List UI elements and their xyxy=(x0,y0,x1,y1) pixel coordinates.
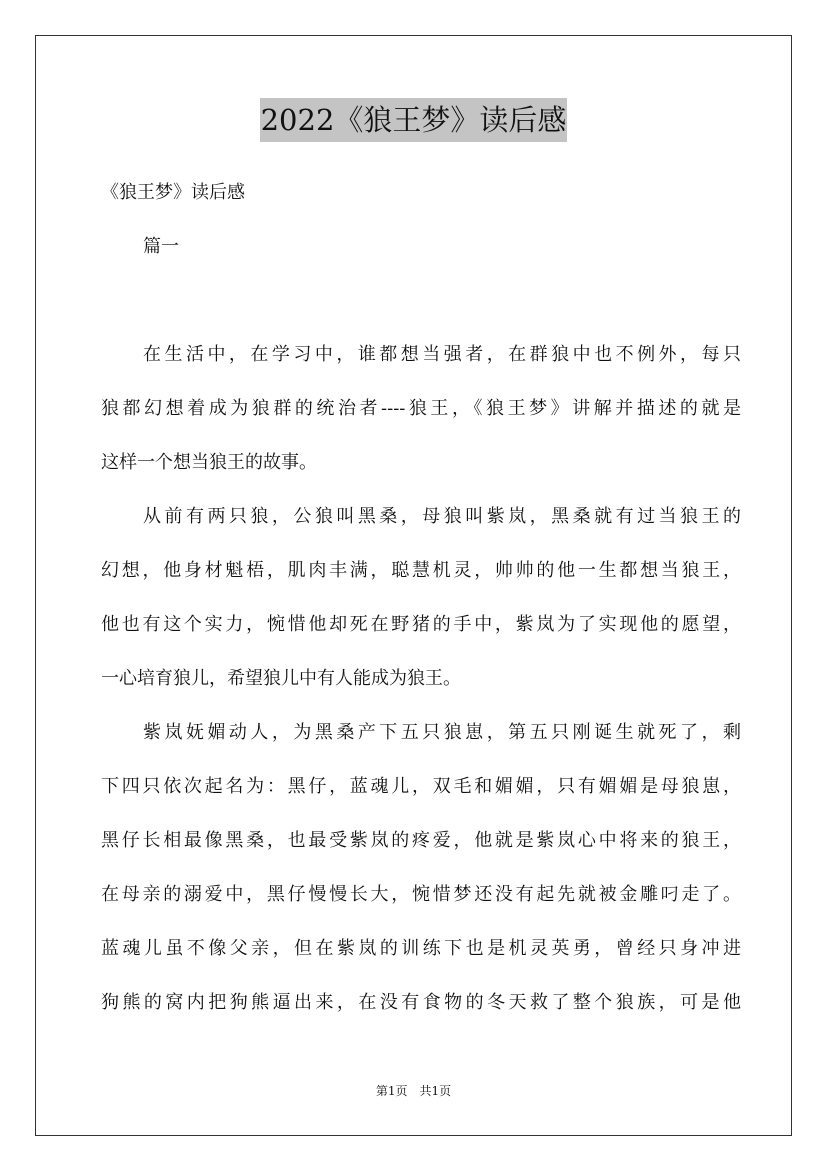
paragraph-line: 他也有这个实力，惋惜他却死在野猪的手中，紫岚为了实现他的愿望， xyxy=(101,614,741,635)
paragraph-line: 狼都幻想着成为狼群的统治者----狼王，《狼王梦》讲解并描述的就是 xyxy=(101,398,741,419)
paragraph-line: 蓝魂儿虽不像父亲，但在紫岚的训练下也是机灵英勇，曾经只身冲进 xyxy=(101,938,741,959)
title-text: 2022《狼王梦》读后感 xyxy=(260,98,568,142)
paragraph-line: 一心培育狼儿，希望狼儿中有人能成为狼王。 xyxy=(101,668,461,689)
paragraph-line: 下四只依次起名为：黑仔，蓝魂儿，双毛和媚媚，只有媚媚是母狼崽， xyxy=(101,776,741,797)
paragraph-line: 在生活中，在学习中，谁都想当强者，在群狼中也不例外，每只 xyxy=(143,344,741,365)
section-heading: 篇一 xyxy=(143,236,179,257)
paragraph-line: 从前有两只狼，公狼叫黑桑，母狼叫紫岚，黑桑就有过当狼王的 xyxy=(143,506,741,527)
subtitle: 《狼王梦》读后感 xyxy=(101,182,245,203)
document-title xyxy=(0,98,827,142)
page-footer: 第1页 共1页 xyxy=(375,1084,452,1098)
paragraph-line: 这样一个想当狼王的故事。 xyxy=(101,452,317,473)
paragraph-line: 在母亲的溺爱中，黑仔慢慢长大，惋惜梦还没有起先就被金雕叼走了。 xyxy=(101,884,741,905)
paragraph-line: 幻想，他身材魁梧，肌肉丰满，聪慧机灵，帅帅的他一生都想当狼王， xyxy=(101,560,741,581)
paragraph-line: 狗熊的窝内把狗熊逼出来，在没有食物的冬天救了整个狼族，可是他 xyxy=(101,992,741,1013)
paragraph-line: 黑仔长相最像黑桑，也最受紫岚的疼爱，他就是紫岚心中将来的狼王， xyxy=(101,830,741,851)
paragraph-line: 紫岚妩媚动人，为黑桑产下五只狼崽，第五只刚诞生就死了，剩 xyxy=(143,722,741,743)
